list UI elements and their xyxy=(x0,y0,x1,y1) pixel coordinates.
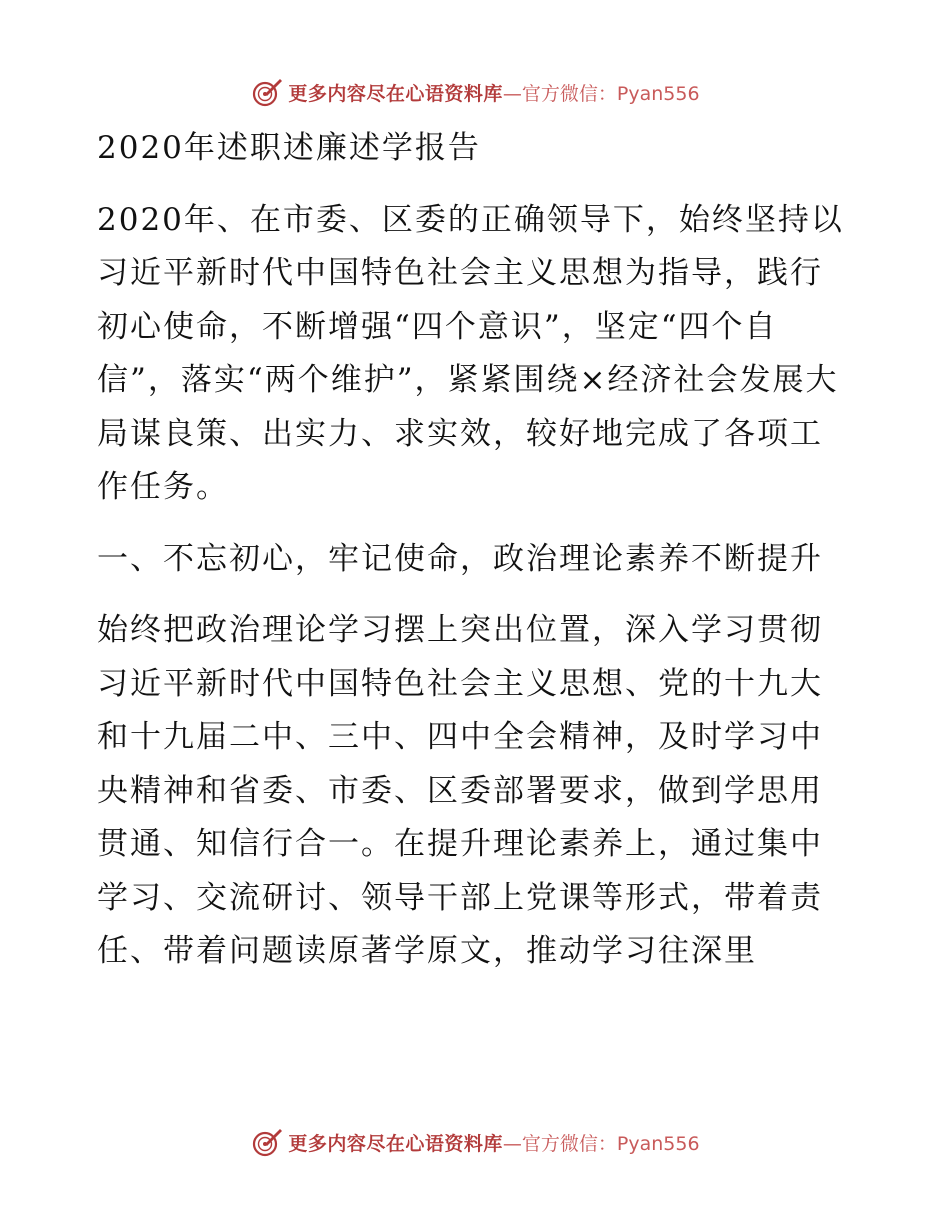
pen-logo-icon xyxy=(250,1125,284,1159)
section-heading-1: 一、不忘初心，牢记使命，政治理论素养不断提升 xyxy=(97,540,823,577)
document-title: 2020年述职述廉述学报告 xyxy=(97,130,481,166)
header-brand-text: 更多内容尽在心语资料库 xyxy=(288,82,503,105)
footer-brand-text: 更多内容尽在心语资料库 xyxy=(288,1132,503,1155)
footer-contact-text: —官方微信：Pyan556 xyxy=(502,1132,700,1155)
document-body xyxy=(97,119,851,979)
footer-watermark xyxy=(0,1122,950,1162)
paragraph-section-1: 始终把政治理论学习摆上突出位置，深入学习贯彻习近平新时代中国特色社会主义思想、党的十九大和十九届二中、三中、四中全会精神，及时学习中央精神和省委、市委、区委部署要求，做到学思用贯通、知信行合一。在提升理论素养上，通过集中学习、交流研讨、领导干部上党课等形式，带着责任、带着问题读原著学原文，推动学习往深里 xyxy=(97,612,823,969)
paragraph-intro: 2020年、在市委、区委的正确领导下，始终坚持以习近平新时代中国特色社会主义思想为指导，践行初心使命，不断增强“四个意识”，坚定“四个自信”，落实“两个维护”，紧紧围绕×经济社会发展大局谋良策、出实力、求实效，较好地完成了各项工作任务。 xyxy=(97,201,844,505)
pen-logo-icon xyxy=(250,75,284,109)
header-contact-text: —官方微信：Pyan556 xyxy=(502,82,700,105)
header-watermark xyxy=(0,72,950,112)
